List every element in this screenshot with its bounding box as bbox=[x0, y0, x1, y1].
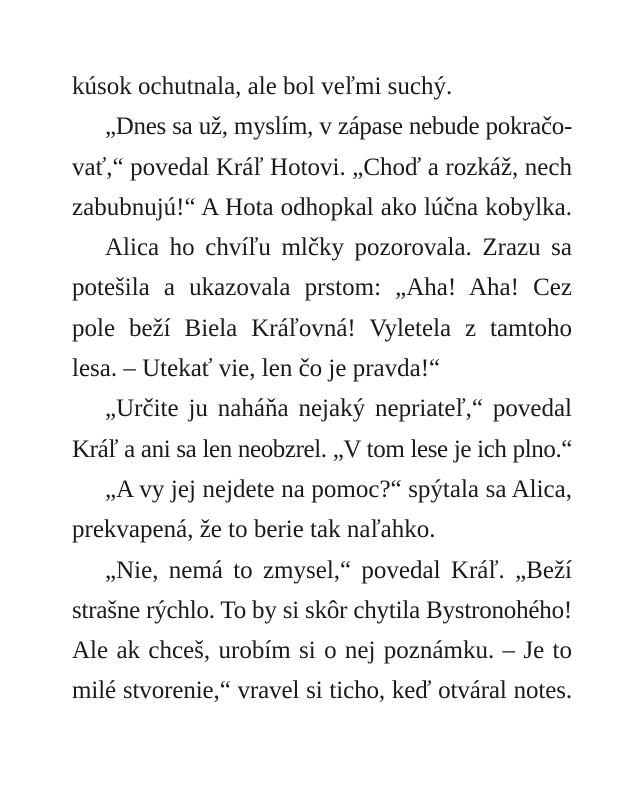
text-line: milé stvorenie,“ vravel si ticho, keď otváral notes. bbox=[72, 677, 572, 705]
text-line: „A vy jej nejdete na pomoc?“ spýtala sa Alica, bbox=[105, 475, 572, 503]
text-line: Ale ak chceš, urobím si o nej poznámku. – Je to bbox=[72, 637, 572, 665]
text-line: kúsok ochutnala, ale bol veľmi suchý. bbox=[72, 73, 453, 100]
text-line: prekvapená, že to berie tak naľahko. bbox=[72, 516, 436, 544]
text-line: vať,“ povedal Kráľ Hotovi. „Choď a rozkáž, nech bbox=[72, 153, 572, 181]
text-line: strašne rýchlo. To by si skôr chytila Bystronohého! bbox=[72, 596, 573, 624]
text-line: potešila a ukazovala prstom: „Aha! Aha! Cez bbox=[72, 274, 572, 302]
text-line: pole beží Biela Kráľovná! Vyletela z tamtoho bbox=[72, 314, 572, 342]
text-line: lesa. – Utekať vie, len čo je pravda!“ bbox=[72, 355, 441, 383]
text-line: „Určite ju naháňa nejaký nepriateľ,“ povedal bbox=[105, 395, 572, 423]
text-line: Kráľ a ani sa len neobzrel. „V tom lese je ich plno.“ bbox=[72, 435, 572, 463]
text-line: „Dnes sa už, myslím, v zápase nebude pokračo- bbox=[105, 113, 572, 141]
body-text bbox=[72, 67, 572, 712]
text-line: „Nie, nemá to zmysel,“ povedal Kráľ. „Beží bbox=[105, 556, 572, 584]
text-line: zabubnujú!“ A Hota odhopkal ako lúčna kobylka. bbox=[72, 193, 572, 221]
text-line: Alica ho chvíľu mlčky pozorovala. Zrazu sa bbox=[105, 234, 572, 262]
